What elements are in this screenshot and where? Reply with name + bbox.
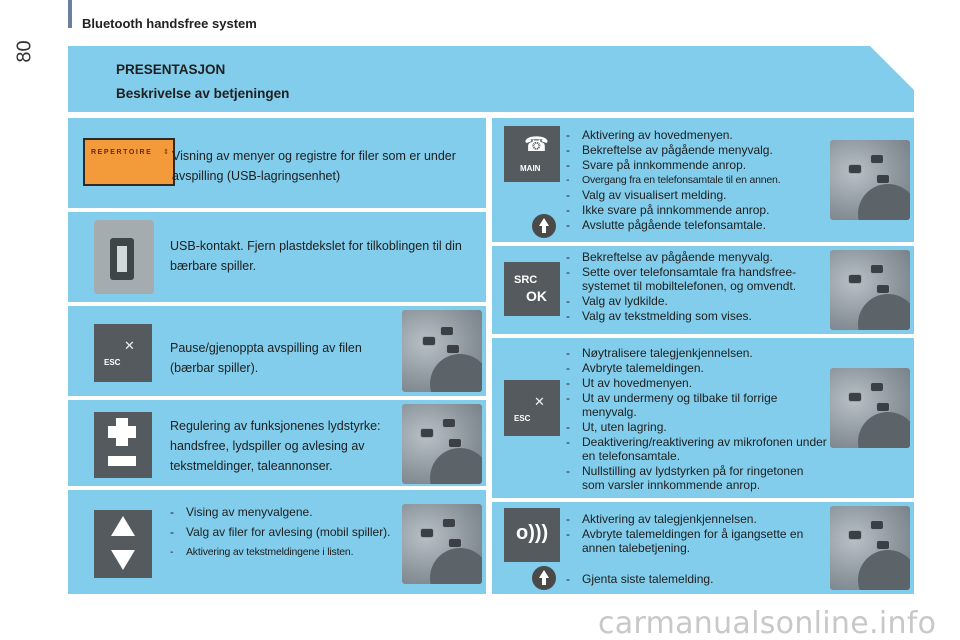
list-item: - Nøytralisere talegjenkjennelsen.	[564, 346, 828, 360]
list-item: - Sette over telefonsamtale fra handsfree-systemet til mobiltelefonen, og omvendt.	[564, 265, 822, 293]
sound-waves-icon: o)))	[516, 522, 549, 544]
list-item: - Avslutte pågående telefonsamtale.	[564, 218, 834, 232]
src-ok-icon: SRC OK	[504, 262, 560, 316]
action-list-hold	[564, 572, 804, 587]
list-item: - Avbryte talemeldingen.	[564, 361, 828, 375]
list-item: - Ut av hovedmenyen.	[564, 376, 828, 390]
list-item: - Aktivering av hovedmenyen.	[564, 128, 834, 142]
usb-port-icon	[94, 220, 154, 294]
action-list	[168, 504, 404, 564]
panel-src-ok	[492, 246, 914, 334]
list-item: - Overgang fra en telefonsamtale til en annen.	[564, 173, 834, 187]
voice-command-icon	[504, 508, 560, 562]
phone-icon: ☎	[524, 134, 549, 156]
action-list	[564, 128, 834, 233]
esc-icon: ✕ ESC	[504, 380, 560, 436]
hold-arrow-icon	[532, 214, 556, 238]
esc-icon: ✕ ESC	[94, 324, 152, 382]
panel-voice	[492, 502, 914, 594]
panel-esc	[492, 338, 914, 498]
panel-text: Pause/gjenoppta avspilling av filen (bærbar spiller).	[170, 341, 362, 375]
steering-wheel-image	[830, 506, 910, 590]
panel-text: Visning av menyer og registre for filer som er under avspilling (USB-lagringsenhet)	[172, 149, 456, 183]
up-down-arrows-icon	[94, 510, 152, 578]
banner	[68, 46, 914, 112]
list-item: - Deaktivering/reaktivering av mikrofonen under en telefonsamtale.	[564, 435, 828, 463]
banner-title: PRESENTASJON	[116, 62, 226, 77]
hold-arrow-icon	[532, 566, 556, 590]
list-item: - Avbryte talemeldingen for å igangsette en annen talebetjening.	[564, 527, 824, 555]
steering-wheel-image	[830, 250, 910, 330]
mute-symbol: ✕	[534, 394, 545, 409]
panel-usb	[68, 212, 486, 302]
panel-repertoire	[68, 118, 486, 208]
steering-wheel-image	[830, 368, 910, 448]
list-item: - Ut av undermeny og tilbake til forrige menyvalg.	[564, 391, 828, 419]
plus-minus-icon	[94, 412, 152, 478]
list-item: - Valg av lydkilde.	[564, 294, 822, 308]
list-item: - Valg av visualisert melding.	[564, 188, 834, 202]
main-phone-icon: ☎ MAIN	[504, 126, 560, 182]
steering-wheel-image	[402, 404, 482, 484]
list-item: - Valg av filer for avlesing (mobil spiller).	[168, 524, 404, 541]
steering-wheel-image	[830, 140, 910, 220]
list-item: - Svare på innkommende anrop.	[564, 158, 834, 172]
action-list	[564, 512, 824, 556]
banner-subtitle: Beskrivelse av betjeningen	[116, 86, 290, 101]
list-item: - Aktivering av talegjenkjennelsen.	[564, 512, 824, 526]
list-item: - Bekreftelse av pågående menyvalg.	[564, 143, 834, 157]
list-item: - Ikke svare på innkommende anrop.	[564, 203, 834, 217]
panel-volume	[68, 400, 486, 486]
list-item: - Nullstilling av lydstyrken på for ringetonen som varsler innkommende anrop.	[564, 464, 828, 492]
panel-main	[492, 118, 914, 242]
panel-arrows	[68, 490, 486, 594]
watermark: carmanualsonline.info	[598, 606, 937, 640]
repertoire-display	[83, 138, 175, 186]
list-item: - Vising av menyvalgene.	[168, 504, 404, 521]
list-item: - Bekreftelse av pågående menyvalg.	[564, 250, 822, 264]
steering-wheel-image	[402, 310, 482, 392]
list-item: - Aktivering av tekstmeldingene i listen.	[168, 544, 404, 561]
action-list	[564, 250, 822, 324]
panel-text: Regulering av funksjonenes lydstyrke: handsfree, lydspiller og avlesing av tekstmeldinger, taleannonser.	[170, 419, 381, 473]
page-number: 80	[13, 40, 36, 63]
action-list	[564, 346, 828, 493]
updown-icon: ⇕	[163, 149, 169, 156]
list-item: - Gjenta siste talemelding.	[564, 572, 804, 586]
panel-text: USB-kontakt. Fjern plastdekslet for tilkoblingen til din bærbare spiller.	[170, 239, 462, 273]
list-item: - Ut, uten lagring.	[564, 420, 828, 434]
mute-symbol: ✕	[124, 338, 135, 353]
list-item: - Valg av tekstmelding som vises.	[564, 309, 822, 323]
repertoire-display-text: REPERTOIRE	[91, 149, 153, 156]
panel-pause	[68, 306, 486, 396]
section-title: Bluetooth handsfree system	[82, 16, 257, 31]
steering-wheel-image	[402, 504, 482, 584]
header-accent-bar	[68, 0, 72, 28]
